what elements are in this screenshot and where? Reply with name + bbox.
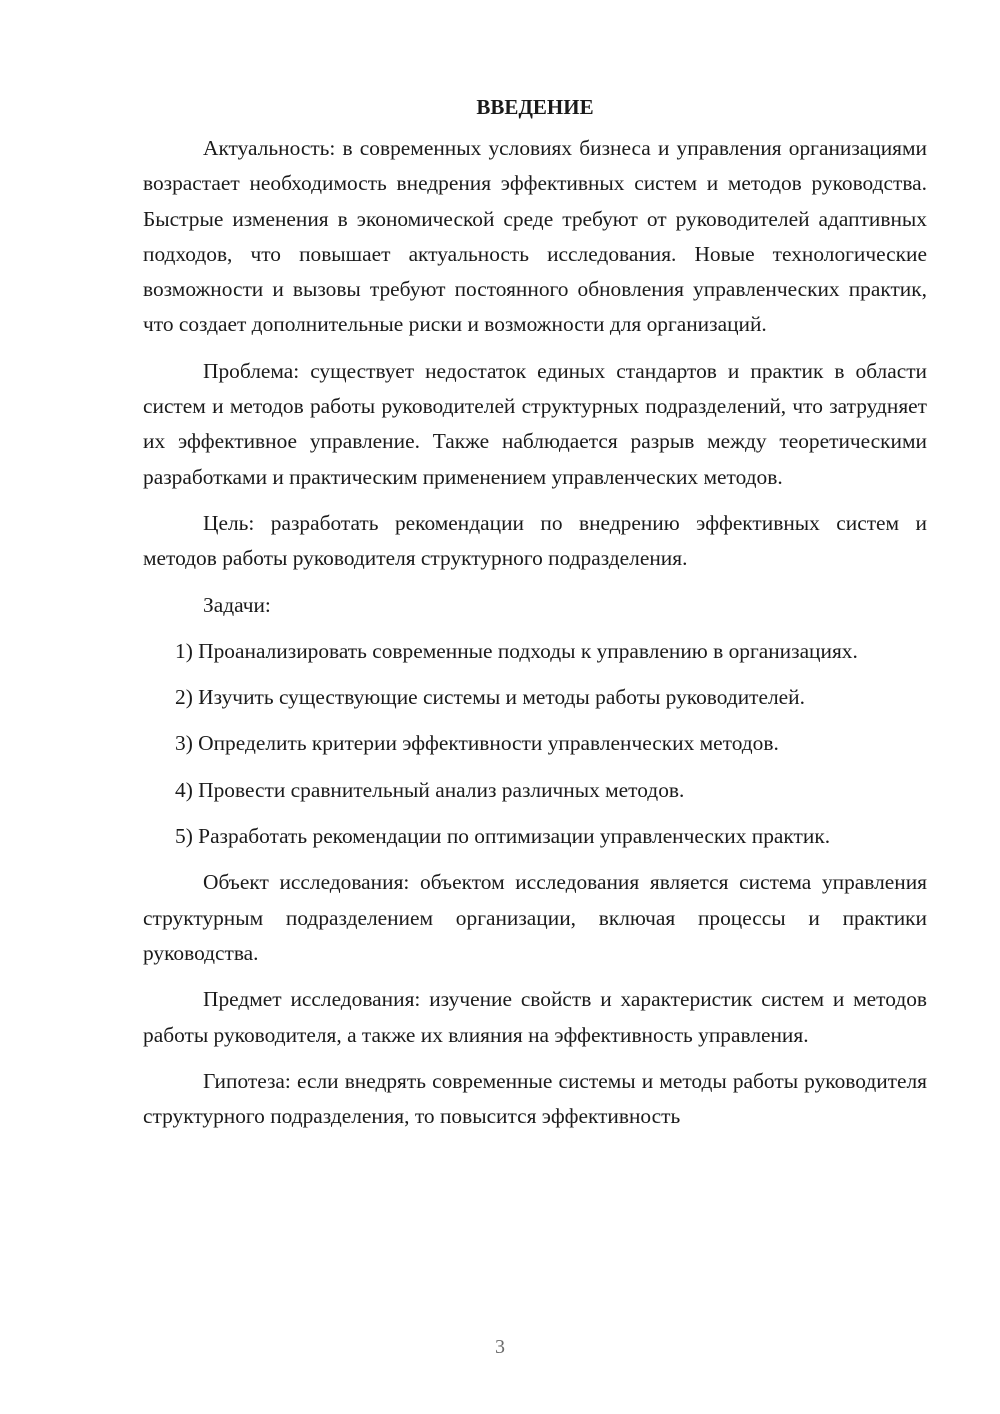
paragraph-subject: Предмет исследования: изучение свойств и характеристик систем и методов работы руководителя, а также их влияния на эффективность управления.	[143, 987, 927, 1047]
paragraph-goal: Цель: разработать рекомендации по внедрению эффективных систем и методов работы руководителя структурного подразделения.	[143, 510, 927, 571]
paragraph-problem: Проблема: существует недостаток единых стандартов и практик в области систем и методов работы руководителей структурных подразделений, что затрудняет их эффективное управление. Также наблюдается разрыв между теоретическими разработками и практическим применением управленческих методов.	[143, 358, 927, 489]
task-item: 2) Изучить существующие системы и методы работы руководителей.	[175, 685, 805, 710]
paragraph-tasks-label: Задачи:	[203, 592, 271, 617]
document-page	[143, 90, 927, 1145]
paragraph-relevance: Актуальность: в современных условиях бизнеса и управления организациями возрастает необходимость внедрения эффективных систем и методов руководства. Быстрые изменения в экономической среде требуют от руководителей адаптивных подходов, что повышает актуальность исследования. Новые технологические возможности и вызовы требуют постоянного обновления управленческих практик, что создает дополнительные риски и возможности для организаций.	[143, 136, 927, 337]
paragraph-object: Объект исследования: объектом исследования является система управления структурным подразделением организации, включая процессы и практики руководства.	[143, 870, 927, 965]
page-number: 3	[495, 1336, 505, 1358]
task-item: 4) Провести сравнительный анализ различных методов.	[175, 777, 685, 802]
task-item: 1) Проанализировать современные подходы к управлению в организациях.	[175, 638, 858, 663]
task-item: 3) Определить критерии эффективности управленческих методов.	[175, 731, 779, 756]
section-heading: ВВЕДЕНИЕ	[476, 95, 594, 119]
paragraph-hypothesis: Гипотеза: если внедрять современные системы и методы работы руководителя структурного подразделения, то повысится эффективность	[143, 1068, 927, 1129]
task-item: 5) Разработать рекомендации по оптимизации управленческих практик.	[175, 824, 831, 849]
